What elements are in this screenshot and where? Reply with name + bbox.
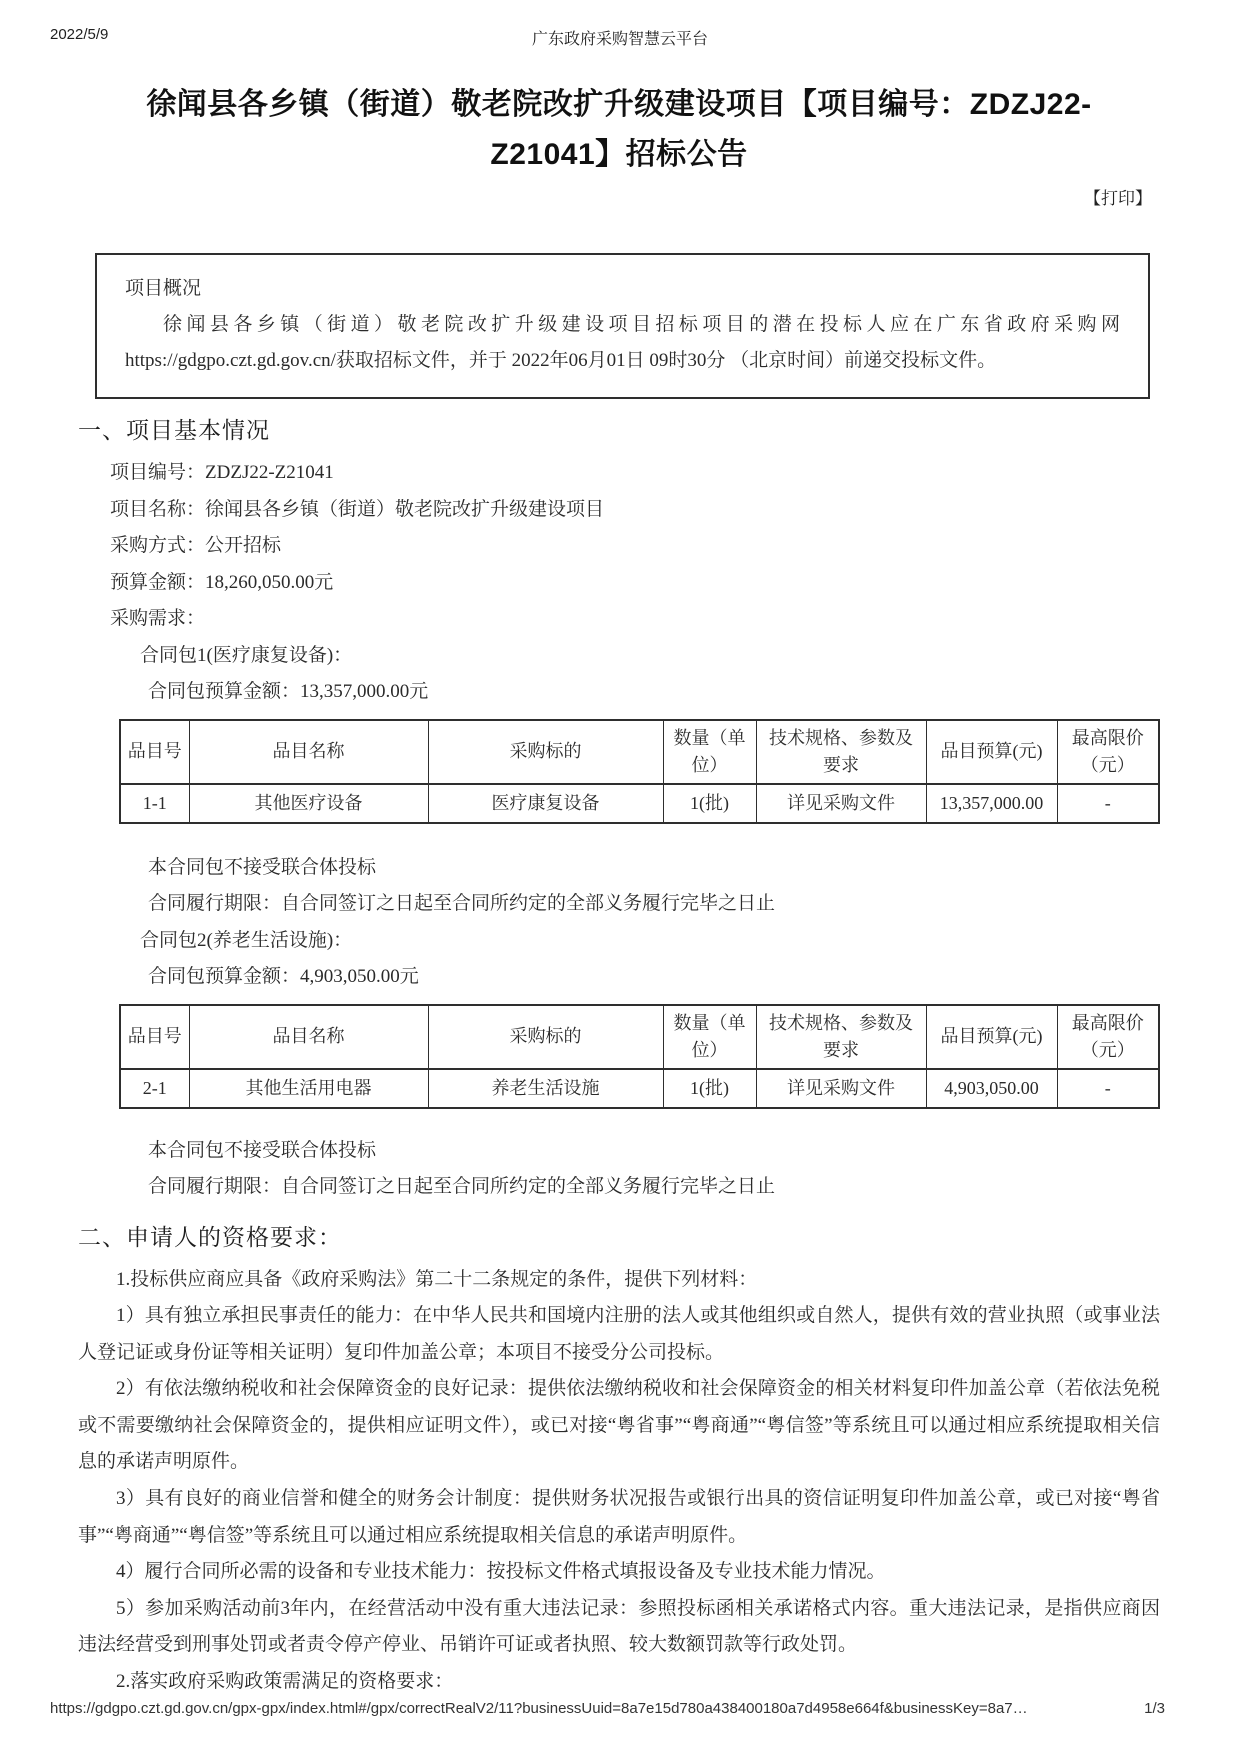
col-price-limit: 最高限价（元） [1057, 720, 1159, 784]
package2-budget [148, 959, 1160, 996]
table-row [120, 784, 1159, 823]
cell-quantity: 1(批) [663, 784, 756, 823]
note-no-consortium: 本合同包不接受联合体投标 [148, 1139, 377, 1161]
paragraph-tax-social-security: 2）有依法缴纳税收和社会保障资金的良好记录：提供依法缴纳税收和社会保障资金的相关材料复印件加盖公章（若依法免税或不需要缴纳社会保障资金的，提供相应证明文件），或已对接“粤省事”“粤商通”“粤信签”等系统且可以通过相应系统提取相关信息的承诺声明原件。 [78, 1378, 1160, 1473]
field-procurement-demand [110, 601, 1160, 638]
field-project-name [110, 492, 1160, 529]
package2-items-table [119, 1004, 1160, 1109]
col-spec: 技术规格、参数及要求 [756, 720, 926, 784]
qualification-paragraphs [78, 1262, 1160, 1701]
col-item-name: 品目名称 [189, 720, 428, 784]
cell-item-name: 其他生活用电器 [189, 1069, 428, 1108]
col-spec: 技术规格、参数及要求 [756, 1005, 926, 1069]
cell-spec: 详见采购文件 [756, 1069, 926, 1108]
field-label: 项目名称： [110, 498, 206, 520]
package2-notes [148, 1133, 1160, 1206]
note-contract-period: 合同履行期限：自合同签订之日起至合同所约定的全部义务履行完毕之日止 [148, 893, 776, 914]
browser-print-header [50, 26, 1190, 48]
field-value: 徐闻县各乡镇（街道）敬老院改扩升级建设项目 [205, 498, 605, 520]
col-item-no: 品目号 [120, 720, 189, 784]
field-project-number [110, 455, 1160, 492]
page-title-line1: 徐闻县各乡镇（街道）敬老院改扩升级建设项目【项目编号：ZDZJ22- [146, 88, 1092, 121]
print-button[interactable]: 【打印】 [1084, 189, 1152, 208]
page-number: 1/3 [1144, 1700, 1165, 1717]
cell-quantity: 1(批) [663, 1069, 756, 1108]
cell-price-limit: - [1057, 784, 1159, 823]
package1-items-table [119, 719, 1160, 824]
project-fields [110, 455, 1160, 638]
package1-budget-value: 13,357,000.00元 [300, 681, 429, 702]
field-procurement-method [110, 528, 1160, 565]
package1-notes [148, 850, 1160, 923]
field-value: 公开招标 [205, 535, 282, 556]
section1-heading: 一、项目基本情况 [78, 418, 270, 443]
table-header-row [120, 1005, 1159, 1069]
col-target: 采购标的 [428, 1005, 663, 1069]
col-price-limit: 最高限价（元） [1057, 1005, 1159, 1069]
col-budget: 品目预算(元) [926, 720, 1057, 784]
field-value: 18,260,050.00元 [205, 571, 334, 593]
site-title: 广东政府采购智慧云平台 [531, 31, 708, 48]
page-title-line2: Z21041】招标公告 [490, 138, 748, 171]
footer-url: https://gdgpo.czt.gd.gov.cn/gpx-gpx/index.html#/gpx/correctRealV2/11?businessUuid=8a7e15d780a438400180a7d4958e664f&businessKey=8a7… [50, 1700, 1028, 1717]
print-date: 2022/5/9 [50, 26, 109, 43]
cell-price-limit: - [1057, 1069, 1159, 1108]
section2-heading: 二、申请人的资格要求： [78, 1224, 342, 1250]
overview-label: 项目概况 [125, 278, 202, 299]
cell-item-name: 其他医疗设备 [189, 784, 428, 823]
cell-budget: 4,903,050.00 [926, 1069, 1057, 1108]
overview-body: 徐闻县各乡镇（街道）敬老院改扩升级建设项目招标项目的潜在投标人应在广东省政府采购网https://gdgpo.czt.gd.gov.cn/获取招标文件，并于 2022年06月01日 09时30分 （北京时间）前递交投标文件。 [125, 314, 1120, 371]
paragraph-no-major-violations: 5）参加采购活动前3年内，在经营活动中没有重大违法记录：参照投标函相关承诺格式内容。重大违法记录，是指供应商因违法经营受到刑事处罚或者责令停产停业、吊销许可证或者执照、较大数额罚款等行政处罚。 [78, 1597, 1160, 1656]
col-quantity: 数量（单位） [663, 720, 756, 784]
paragraph-policy-requirements: 2.落实政府采购政策需满足的资格要求： [116, 1671, 454, 1693]
cell-spec: 详见采购文件 [756, 784, 926, 823]
page-title [78, 80, 1160, 180]
col-budget: 品目预算(元) [926, 1005, 1057, 1069]
package2-budget-value: 4,903,050.00元 [300, 966, 419, 987]
table-header-row [120, 720, 1159, 784]
cell-item-no: 1-1 [120, 784, 189, 823]
cell-target: 医疗康复设备 [428, 784, 663, 823]
package2-name: 合同包2(养老生活设施)： [140, 929, 353, 951]
package2-budget-label: 合同包预算金额： [148, 966, 301, 987]
browser-print-footer [50, 1700, 1165, 1720]
project-overview-box [95, 253, 1150, 399]
package1-budget [148, 674, 1160, 711]
package1-name: 合同包1(医疗康复设备)： [140, 644, 353, 666]
col-quantity: 数量（单位） [663, 1005, 756, 1069]
package1-budget-label: 合同包预算金额： [148, 681, 301, 702]
paragraph-commercial-credit: 3）具有良好的商业信誉和健全的财务会计制度：提供财务状况报告或银行出具的资信证明复印件加盖公章，或已对接“粤省事”“粤商通”“粤信签”等系统且可以通过相应系统提取相关信息的承诺声明原件。 [78, 1488, 1160, 1546]
note-no-consortium: 本合同包不接受联合体投标 [148, 856, 377, 878]
note-contract-period: 合同履行期限：自合同签订之日起至合同所约定的全部义务履行完毕之日止 [148, 1176, 776, 1197]
field-label: 项目编号： [110, 462, 206, 483]
paragraph-civil-liability: 1）具有独立承担民事责任的能力：在中华人民共和国境内注册的法人或其他组织或自然人，提供有效的营业执照（或事业法人登记证或身份证等相关证明）复印件加盖公章；本项目不接受分公司投标。 [78, 1305, 1160, 1363]
field-budget-amount [110, 565, 1160, 602]
paragraph-materials-intro: 1.投标供应商应具备《政府采购法》第二十二条规定的条件，提供下列材料： [116, 1268, 758, 1290]
cell-target: 养老生活设施 [428, 1069, 663, 1108]
field-value: ZDZJ22-Z21041 [205, 462, 334, 483]
col-item-no: 品目号 [120, 1005, 189, 1069]
print-row [78, 184, 1152, 209]
field-label: 预算金额： [110, 571, 206, 593]
col-item-name: 品目名称 [189, 1005, 428, 1069]
table-row [120, 1069, 1159, 1108]
field-label: 采购需求： [110, 608, 206, 629]
cell-item-no: 2-1 [120, 1069, 189, 1108]
col-target: 采购标的 [428, 720, 663, 784]
paragraph-equipment-capability: 4）履行合同所必需的设备和专业技术能力：按投标文件格式填报设备及专业技术能力情况。 [116, 1561, 886, 1583]
cell-budget: 13,357,000.00 [926, 784, 1057, 823]
field-label: 采购方式： [110, 535, 206, 556]
